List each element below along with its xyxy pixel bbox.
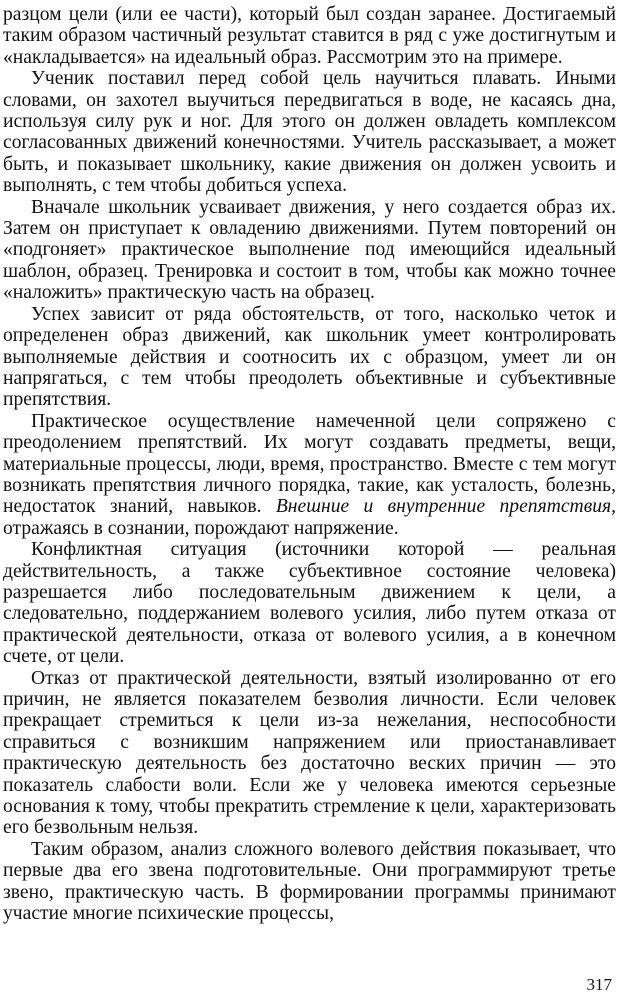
paragraph-continuation: разцом цели (или ее части), который был создан заранее. Достигаемый таким образом частичный результат ставится в ряд с уже достигнутым и «накладывается» на идеальный образ. Рассмотрим это на примере.: [3, 4, 616, 68]
paragraph-refusal: Отказ от практической деятельности, взятый изолированно от его причин, не является показателем безволия личности. Если человек прекращает стремиться к цели из-за нежелания, неспособности справиться с возникшим напряжением или приостанавливает практическую деятельность без достаточно веских причин — это показатель слабости воли. Если же у человека имеются серьезные основания к тому, чтобы прекратить стремление к цели, характеризовать его безвольным нельзя.: [3, 667, 616, 839]
obstacles-italic-term: Внешние и внутренние препятствия,: [275, 496, 617, 518]
obstacles-text-after: отражаясь в сознании, порождают напряжение.: [3, 517, 399, 539]
paragraph-conflict-situation: Конфликтная ситуация (источники которой — реальная действительность, а также субъективное состояние человека) разрешается либо последовательным движением к цели, а следовательно, поддержанием волевого усилия, либо путем отказа от практической деятельности, отказа от волевого усилия, а в конечном счете, от цели.: [3, 539, 616, 668]
obstacles-text-before: Практическое осуществление намеченной цели сопряжено с преодолением препятствий. Их могут создавать предметы, вещи, материальные процессы, люди, время, пространство. Вместе с тем могут возникать препятствия личного порядка, такие, как усталость, болезнь, недостаток знаний, навыков.: [3, 410, 616, 518]
page-number: 317: [586, 975, 612, 994]
paragraph-success-factors: Успех зависит от ряда обстоятельств, от того, насколько четок и определенен образ движений, как школьник умеет контролировать выполняемые действия и соотносить их с образцом, умеет ли он напрягаться, с тем чтобы преодолеть объективные и субъективные препятствия.: [3, 303, 616, 411]
paragraph-swimming-example: Ученик поставил перед собой цель научиться плавать. Иными словами, он захотел выучиться передвигаться в воде, не касаясь дна, используя силу рук и ног. Для этого он должен овладеть комплексом согласованных движений конечностями. Учитель рассказывает, а может быть, и показывает школьнику, какие движения он должен усвоить и выполнять, с тем чтобы добиться успеха.: [3, 68, 616, 197]
paragraph-conclusion: Таким образом, анализ сложного волевого действия показывает, что первые два его звена подготовительные. Они программируют третье звено, практическую часть. В формировании программы принимают участие многие психические процессы,: [3, 838, 616, 925]
paragraph-learning-movements: Вначале школьник усваивает движения, у него создается образ их. Затем он приступает к овладению движениями. Путем повторений он «подгоняет» практическое выполнение под имеющийся идеальный шаблон, образец. Тренировка и состоит в том, чтобы как можно точнее «наложить» практическую часть на образец.: [3, 196, 616, 304]
paragraph-obstacles: [3, 411, 616, 539]
